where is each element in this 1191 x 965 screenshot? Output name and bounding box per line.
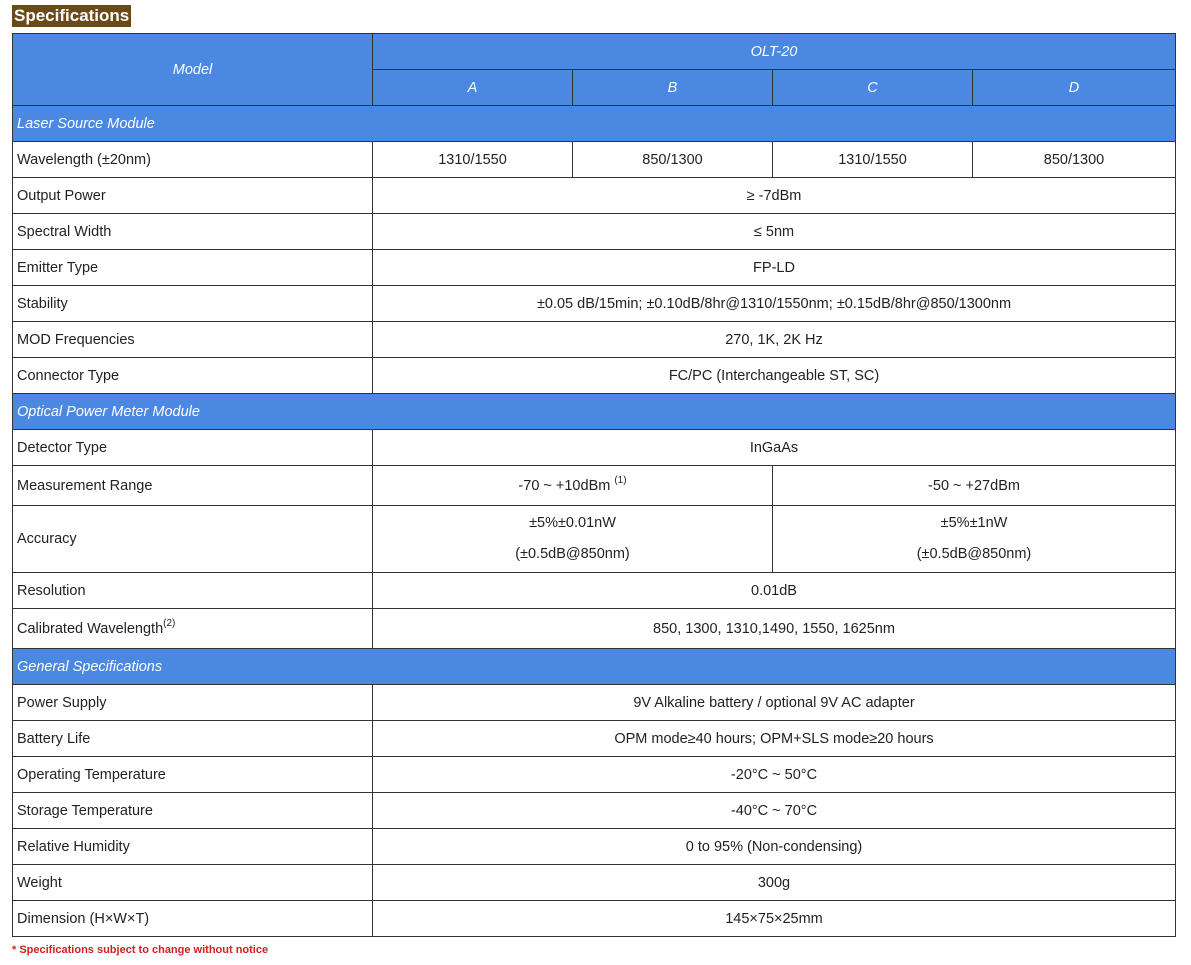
row-label: Detector Type [13,430,373,466]
table-row [13,178,1176,214]
row-label [13,609,373,649]
row-label: Measurement Range [13,466,373,506]
footnote-marker: (1) [614,474,627,486]
table-row [13,573,1176,609]
table-row [13,322,1176,358]
model-header: Model [13,34,373,106]
row-label: Spectral Width [13,214,373,250]
row-label: Wavelength (±20nm) [13,142,373,178]
table-row [13,721,1176,757]
table-row [13,358,1176,394]
table-row [13,901,1176,937]
cell-value: ±0.05 dB/15min; ±0.10dB/8hr@1310/1550nm; ±0.15dB/8hr@850/1300nm [373,286,1176,322]
row-label: Operating Temperature [13,757,373,793]
accuracy-right-line-1: ±5%±1nW [940,515,1008,531]
row-label: Connector Type [13,358,373,394]
cell-value: 850, 1300, 1310,1490, 1550, 1625nm [373,609,1176,649]
cell-value: -40°C ~ 70°C [373,793,1176,829]
row-label: MOD Frequencies [13,322,373,358]
footnote-marker: (2) [163,617,176,629]
row-label: Emitter Type [13,250,373,286]
cal-wavelength-label: Calibrated Wavelength [17,620,164,637]
cell-value: OPM mode≥40 hours; OPM+SLS mode≥20 hours [373,721,1176,757]
table-row [13,865,1176,901]
table-row [13,142,1176,178]
cell-value: 850/1300 [573,142,773,178]
variant-c-header: C [773,70,973,106]
specifications-table [12,33,1176,937]
table-row [13,466,1176,506]
table-row [13,214,1176,250]
cell-value: InGaAs [373,430,1176,466]
table-row [13,829,1176,865]
section-optical-power-meter: Optical Power Meter Module [13,394,1176,430]
cell-value [373,506,773,573]
table-row [13,685,1176,721]
table-row [13,793,1176,829]
cell-value: FC/PC (Interchangeable ST, SC) [373,358,1176,394]
cell-value: FP-LD [373,250,1176,286]
variant-b-header: B [573,70,773,106]
row-label: Resolution [13,573,373,609]
accuracy-left-line-2: (±0.5dB@850nm) [515,546,630,562]
cell-value [773,506,1176,573]
product-header: OLT-20 [373,34,1176,70]
row-label: Power Supply [13,685,373,721]
table-row [13,250,1176,286]
variant-d-header: D [973,70,1176,106]
section-general-specifications: General Specifications [13,649,1176,685]
row-label: Dimension (H×W×T) [13,901,373,937]
cell-value: -20°C ~ 50°C [373,757,1176,793]
cell-value: ≤ 5nm [373,214,1176,250]
range-left-value: -70 ~ +10dBm [518,477,615,494]
disclaimer-note: * Specifications subject to change without notice [12,944,269,956]
cell-value: 0 to 95% (Non-condensing) [373,829,1176,865]
table-row [13,757,1176,793]
row-label: Accuracy [13,506,373,573]
table-row [13,609,1176,649]
row-label: Storage Temperature [13,793,373,829]
table-row [13,430,1176,466]
cell-value: -50 ~ +27dBm [773,466,1176,506]
row-label: Weight [13,865,373,901]
section-laser-source: Laser Source Module [13,106,1176,142]
accuracy-right-line-2: (±0.5dB@850nm) [916,546,1032,562]
variant-a-header: A [373,70,573,106]
row-label: Stability [13,286,373,322]
cell-value: 270, 1K, 2K Hz [373,322,1176,358]
cell-value: 1310/1550 [773,142,973,178]
cell-value: 1310/1550 [373,142,573,178]
accuracy-left-line-1: ±5%±0.01nW [529,515,616,531]
table-row [13,286,1176,322]
page-title: Specifications [14,6,130,25]
cell-value: ≥ -7dBm [373,178,1176,214]
cell-value: 850/1300 [973,142,1176,178]
row-label: Output Power [13,178,373,214]
cell-value: 300g [373,865,1176,901]
cell-value: 145×75×25mm [373,901,1176,937]
row-label: Battery Life [13,721,373,757]
cell-value: 9V Alkaline battery / optional 9V AC adapter [373,685,1176,721]
table-row [13,506,1176,573]
row-label: Relative Humidity [13,829,373,865]
cell-value [373,466,773,506]
cell-value: 0.01dB [373,573,1176,609]
